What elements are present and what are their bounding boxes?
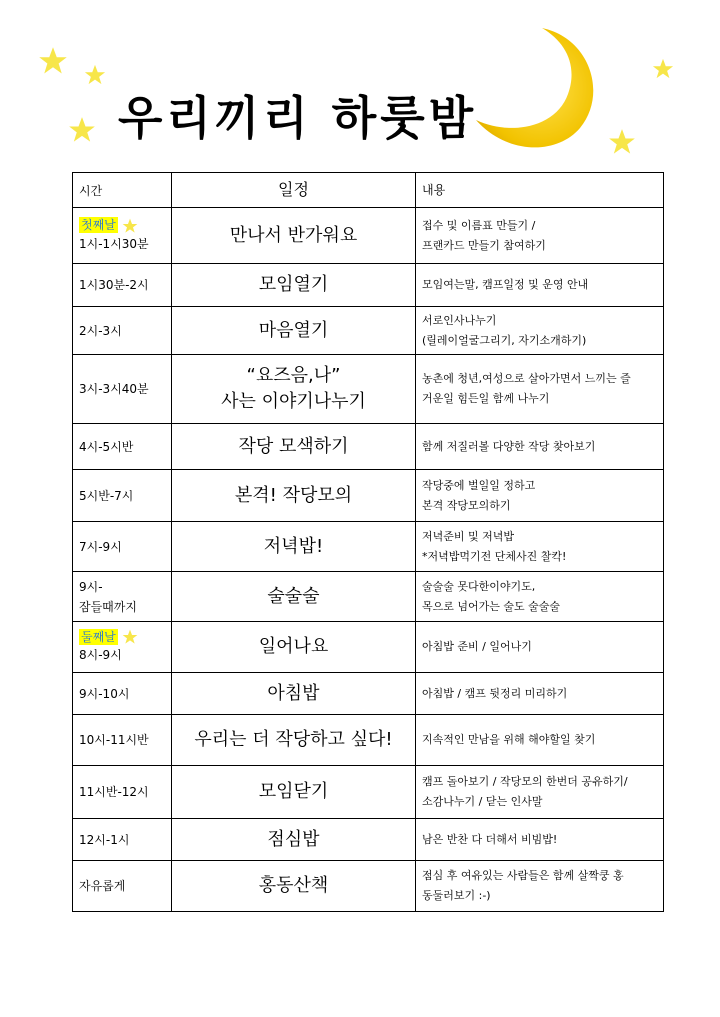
- desc-text: 술술술 못다한이야기도,: [422, 579, 536, 593]
- plan-cell: [172, 819, 416, 861]
- time-text: 9시-: [79, 579, 103, 594]
- desc-cell: [416, 766, 664, 819]
- time-text: 8시-9시: [79, 648, 122, 663]
- desc-text: 아침밥 준비 / 일어나기: [422, 640, 532, 653]
- plan-text: “요즈음,나”: [246, 365, 341, 386]
- page-title: 우리끼리 하룻밤: [118, 91, 478, 145]
- desc-cell: [416, 715, 664, 766]
- desc-cell: [416, 522, 664, 572]
- table-header-row: [73, 173, 664, 208]
- desc-cell: [416, 572, 664, 622]
- desc-cell: [416, 208, 664, 264]
- plan-text: 홍동산책: [258, 875, 329, 896]
- plan-cell: [172, 470, 416, 522]
- day-label: 첫째날: [81, 218, 116, 233]
- time-cell: [73, 355, 172, 424]
- plan-cell: [172, 861, 416, 912]
- plan-cell: [172, 264, 416, 307]
- plan-cell: [172, 355, 416, 424]
- desc-cell: [416, 424, 664, 470]
- desc-cell: [416, 355, 664, 424]
- time-cell: [73, 819, 172, 861]
- time-cell: [73, 673, 172, 715]
- time-cell: [73, 307, 172, 355]
- time-cell: [73, 208, 172, 264]
- desc-text: 저녁준비 및 저녁밥: [422, 529, 515, 543]
- plan-cell: [172, 673, 416, 715]
- table-row: [73, 355, 664, 424]
- plan-text: 본격! 작당모의: [234, 484, 353, 506]
- plan-cell: [172, 715, 416, 766]
- header-desc: 내용: [416, 173, 664, 208]
- time-cell: [73, 715, 172, 766]
- desc-text: 본격 작당모의하기: [422, 498, 511, 512]
- time-cell: [73, 470, 172, 522]
- plan-text: 일어나요: [258, 636, 329, 657]
- plan-cell: [172, 622, 416, 673]
- time-text: 5시반-7시: [79, 488, 134, 503]
- plan-text: 점심밥: [267, 828, 320, 850]
- plan-cell: [172, 572, 416, 622]
- desc-text: 서로인사나누기: [422, 313, 497, 327]
- star-icon: [38, 46, 68, 76]
- time-text: 11시반-12시: [79, 785, 149, 799]
- desc-text: 함께 저질러볼 다양한 작당 찾아보기: [422, 439, 596, 453]
- desc-text: *저녁밥먹기전 단체사진 찰칵!: [422, 549, 567, 563]
- plan-cell: [172, 307, 416, 355]
- time-text: 3시-3시40분: [79, 382, 149, 396]
- desc-cell: [416, 470, 664, 522]
- time-cell: [73, 766, 172, 819]
- time-cell: [73, 572, 172, 622]
- plan-text: 술술술: [267, 585, 320, 607]
- time-cell: [73, 264, 172, 307]
- table-row: [73, 307, 664, 355]
- time-cell: [73, 424, 172, 470]
- desc-cell: [416, 622, 664, 673]
- table-row: [73, 673, 664, 715]
- time-cell: [73, 861, 172, 912]
- star-icon: [652, 58, 674, 80]
- plan-text: 모임닫기: [258, 781, 329, 802]
- desc-text: 소감나누기 / 닫는 인사말: [422, 795, 543, 808]
- desc-text: (릴레이얼굴그리기, 자기소개하기): [422, 333, 587, 347]
- desc-text: 지속적인 만남을 위해 해야할일 찾기: [422, 733, 596, 746]
- day-label: 둘째날: [81, 629, 116, 644]
- desc-text: 프랜카드 만들기 참여하기: [422, 238, 546, 252]
- desc-text: 동둘러보기 :-): [422, 889, 491, 902]
- plan-cell: [172, 424, 416, 470]
- desc-cell: [416, 264, 664, 307]
- plan-text: 만나서 반가워요: [229, 224, 358, 246]
- table-row: [73, 522, 664, 572]
- desc-cell: [416, 819, 664, 861]
- time-text: 1시30분-2시: [79, 278, 149, 292]
- header-time: 시간: [73, 173, 172, 208]
- plan-cell: [172, 208, 416, 264]
- table-row: [73, 861, 664, 912]
- time-text: 2시-3시: [79, 323, 122, 338]
- desc-text: 모임여는말, 캠프일정 및 운영 안내: [422, 278, 589, 291]
- time-text: 1시-1시30분: [79, 236, 149, 251]
- desc-text: 작당중에 벌일일 정하고: [422, 478, 536, 492]
- plan-cell: [172, 766, 416, 819]
- time-text: 잠들때까지: [79, 599, 137, 614]
- plan-text: 저녁밥!: [263, 535, 324, 557]
- table-row: [73, 208, 664, 264]
- desc-cell: [416, 307, 664, 355]
- plan-text: 모임열기: [258, 274, 329, 295]
- time-cell: [73, 522, 172, 572]
- time-text: 4시-5시반: [79, 439, 134, 454]
- crescent-moon-icon: [470, 24, 620, 154]
- table-row: [73, 470, 664, 522]
- header-plan: 일정: [172, 173, 416, 208]
- table-row: [73, 424, 664, 470]
- time-cell: [73, 622, 172, 673]
- plan-text: 마음열기: [258, 319, 329, 341]
- desc-text: 거운일 힘든일 함께 나누기: [422, 392, 550, 405]
- star-icon: [84, 64, 106, 86]
- desc-text: 남은 반찬 다 더해서 비빔밥!: [422, 832, 558, 846]
- desc-text: 접수 및 이름표 만들기 /: [422, 218, 536, 232]
- plan-text: 우리는 더 작당하고 싶다!: [194, 729, 393, 750]
- table-row: [73, 622, 664, 673]
- desc-text: 목으로 넘어가는 술도 술술술: [422, 599, 561, 613]
- desc-text: 농촌에 청년,여성으로 살아가면서 느끼는 즐: [422, 372, 631, 385]
- star-icon: [68, 116, 96, 144]
- table-row: [73, 715, 664, 766]
- plan-text: 아침밥: [267, 682, 320, 704]
- desc-cell: [416, 673, 664, 715]
- schedule-table: [72, 172, 664, 912]
- star-icon: [122, 218, 138, 234]
- table-row: [73, 264, 664, 307]
- time-text: 12시-1시: [79, 832, 130, 847]
- table-row: [73, 766, 664, 819]
- desc-cell: [416, 861, 664, 912]
- table-row: [73, 572, 664, 622]
- desc-text: 점심 후 여유있는 사람들은 함께 살짝쿵 홍: [422, 869, 624, 882]
- desc-text: 아침밥 / 캠프 뒷정리 미리하기: [422, 686, 568, 700]
- time-text: 7시-9시: [79, 539, 122, 554]
- desc-text: 캠프 돌아보기 / 작당모의 한번더 공유하기/: [422, 775, 628, 788]
- plan-text: 사는 이야기나누기: [221, 391, 366, 412]
- plan-text: 작당 모색하기: [238, 435, 349, 457]
- time-text: 9시-10시: [79, 686, 130, 701]
- table-row: [73, 819, 664, 861]
- star-icon: [122, 629, 138, 645]
- time-text: 10시-11시반: [79, 733, 149, 747]
- plan-cell: [172, 522, 416, 572]
- time-text: 자유롭게: [79, 879, 126, 893]
